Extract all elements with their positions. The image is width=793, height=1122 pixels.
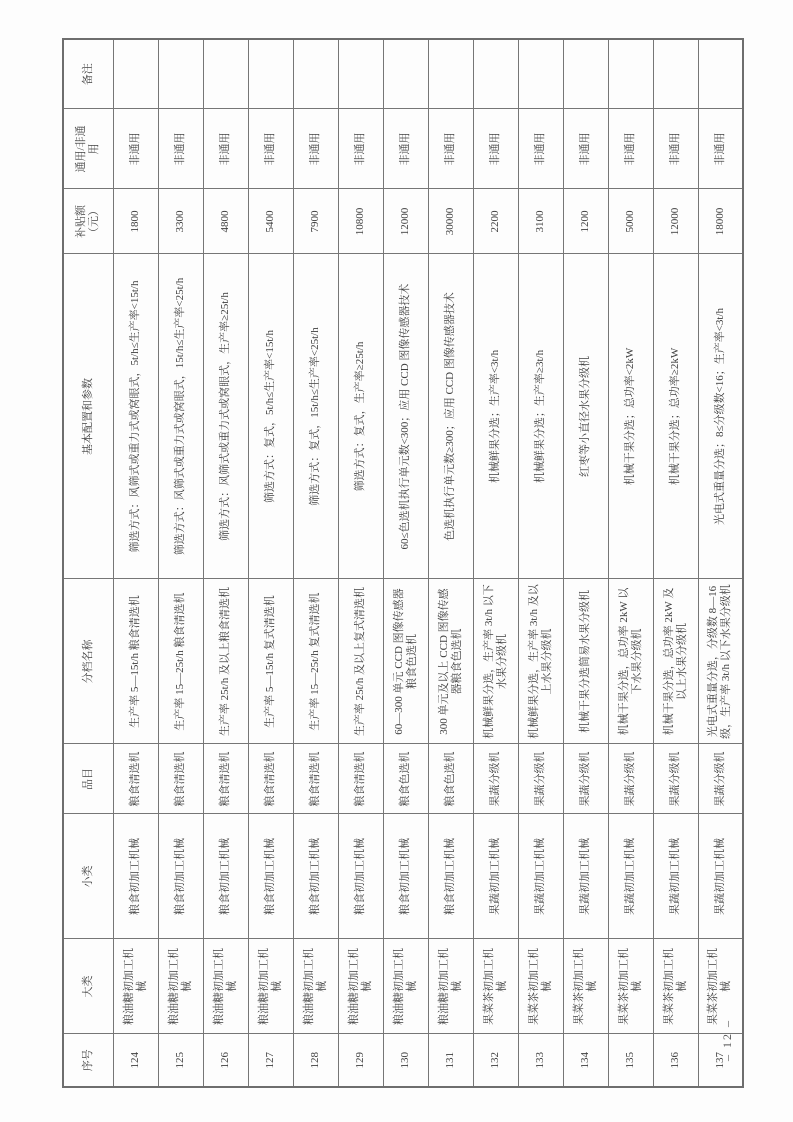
header-grade-label: 分档名称 xyxy=(81,639,94,684)
cell-grade: 光电式重量分选，分级数 8—16 级，生产率 3t/h 以下水果分级机 xyxy=(698,579,743,744)
cell-note xyxy=(338,39,383,109)
cell-note xyxy=(563,39,608,109)
cell-no: 125 xyxy=(158,1034,203,1087)
cell-general: 非通用 xyxy=(608,109,653,189)
cell-grade: 生产率 5—15t/h 复式清选机 xyxy=(248,579,293,744)
header-seq-label: 序号 xyxy=(81,1049,94,1072)
cell-category: 粮油糖初加工机械 xyxy=(293,939,338,1034)
header-subsidy-label: 补贴额（元） xyxy=(75,205,101,238)
cell-params: 筛选方式：风筛式或重力式或窝眼式，15t/h≤生产率<25t/h xyxy=(158,254,203,579)
cell-item: 粮食清选机 xyxy=(293,744,338,814)
cell-no: 133 xyxy=(518,1034,563,1087)
cell-subcategory: 粮食初加工机械 xyxy=(113,814,158,939)
cell-subcategory: 粮食初加工机械 xyxy=(158,814,203,939)
header-params xyxy=(63,254,113,579)
cell-params: 筛选方式：风筛式或重力式或窝眼式，生产率≥25t/h xyxy=(203,254,248,579)
cell-grade: 生产率 5—15t/h 粮食清选机 xyxy=(113,579,158,744)
cell-note xyxy=(608,39,653,109)
header-grade xyxy=(63,579,113,744)
header-general-label: 通用/非通用 xyxy=(75,125,101,173)
cell-category: 果菜茶初加工机械 xyxy=(473,939,518,1034)
cell-subsidy: 30000 xyxy=(428,189,473,254)
cell-params: 筛选方式：复式，5t/h≤生产率<15t/h xyxy=(248,254,293,579)
header-seq xyxy=(63,1034,113,1087)
cell-category: 果菜茶初加工机械 xyxy=(698,939,743,1034)
cell-category: 粮油糖初加工机械 xyxy=(203,939,248,1034)
table-row xyxy=(428,39,473,1087)
cell-subsidy: 2200 xyxy=(473,189,518,254)
cell-item: 果蔬分级机 xyxy=(518,744,563,814)
cell-subcategory: 粮食初加工机械 xyxy=(338,814,383,939)
cell-note xyxy=(158,39,203,109)
header-note xyxy=(63,39,113,109)
cell-note xyxy=(383,39,428,109)
cell-params: 机械干果分选；总功率<2kW xyxy=(608,254,653,579)
cell-general: 非通用 xyxy=(158,109,203,189)
cell-no: 129 xyxy=(338,1034,383,1087)
table-row xyxy=(653,39,698,1087)
cell-general: 非通用 xyxy=(248,109,293,189)
cell-grade: 300 单元及以上 CCD 图像传感器粮食色选机 xyxy=(428,579,473,744)
cell-note xyxy=(473,39,518,109)
cell-subcategory: 果蔬初加工机械 xyxy=(563,814,608,939)
header-params-label: 基本配置和参数 xyxy=(81,378,94,455)
cell-grade: 生产率 15—25t/h 粮食清选机 xyxy=(158,579,203,744)
cell-category: 果菜茶初加工机械 xyxy=(518,939,563,1034)
header-general xyxy=(63,109,113,189)
cell-grade: 生产率 25t/h 及以上复式清选机 xyxy=(338,579,383,744)
cell-note xyxy=(698,39,743,109)
table-row xyxy=(158,39,203,1087)
cell-category: 果菜茶初加工机械 xyxy=(608,939,653,1034)
cell-subcategory: 粮食初加工机械 xyxy=(428,814,473,939)
header-subsidy xyxy=(63,189,113,254)
cell-general: 非通用 xyxy=(338,109,383,189)
cell-no: 131 xyxy=(428,1034,473,1087)
cell-subcategory: 果蔬初加工机械 xyxy=(473,814,518,939)
cell-item: 果蔬分级机 xyxy=(473,744,518,814)
cell-note xyxy=(203,39,248,109)
cell-general: 非通用 xyxy=(518,109,563,189)
cell-category: 果菜茶初加工机械 xyxy=(653,939,698,1034)
cell-grade: 生产率 25t/h 及以上粮食清选机 xyxy=(203,579,248,744)
table-row xyxy=(293,39,338,1087)
cell-general: 非通用 xyxy=(293,109,338,189)
table-row xyxy=(563,39,608,1087)
cell-general: 非通用 xyxy=(428,109,473,189)
cell-no: 135 xyxy=(608,1034,653,1087)
header-item-label: 品目 xyxy=(81,768,94,790)
header-category xyxy=(63,939,113,1034)
cell-subcategory: 果蔬初加工机械 xyxy=(698,814,743,939)
page-number: – 12 – xyxy=(720,1019,734,1061)
cell-subsidy: 10800 xyxy=(338,189,383,254)
cell-grade: 生产率 15—25t/h 复式清选机 xyxy=(293,579,338,744)
cell-params: 光电式重量分选；8≤分级数<16；生产率<3t/h xyxy=(698,254,743,579)
cell-note xyxy=(248,39,293,109)
table-row xyxy=(113,39,158,1087)
cell-subcategory: 粮食初加工机械 xyxy=(383,814,428,939)
header-subcategory xyxy=(63,814,113,939)
cell-subsidy: 18000 xyxy=(698,189,743,254)
cell-category: 果菜茶初加工机械 xyxy=(563,939,608,1034)
cell-no: 126 xyxy=(203,1034,248,1087)
cell-item: 粮食清选机 xyxy=(158,744,203,814)
cell-item: 粮食清选机 xyxy=(203,744,248,814)
cell-item: 粮食清选机 xyxy=(248,744,293,814)
table-row xyxy=(203,39,248,1087)
cell-params: 筛选方式：复式，生产率≥25t/h xyxy=(338,254,383,579)
cell-subsidy: 1200 xyxy=(563,189,608,254)
cell-general: 非通用 xyxy=(698,109,743,189)
cell-general: 非通用 xyxy=(383,109,428,189)
cell-item: 果蔬分级机 xyxy=(608,744,653,814)
cell-subcategory: 粮食初加工机械 xyxy=(293,814,338,939)
cell-note xyxy=(653,39,698,109)
cell-grade: 机械干果分选简易水果分级机 xyxy=(563,579,608,744)
table-row xyxy=(338,39,383,1087)
subsidy-table xyxy=(62,38,744,1088)
cell-item: 果蔬分级机 xyxy=(653,744,698,814)
cell-subsidy: 5400 xyxy=(248,189,293,254)
cell-no: 124 xyxy=(113,1034,158,1087)
cell-grade: 机械鲜果分选，生产率 3t/h 以下水果分级机 xyxy=(473,579,518,744)
header-category-label: 大类 xyxy=(81,975,94,998)
cell-general: 非通用 xyxy=(203,109,248,189)
cell-no: 136 xyxy=(653,1034,698,1087)
table-row xyxy=(473,39,518,1087)
cell-no: 134 xyxy=(563,1034,608,1087)
cell-params: 红枣等小直径水果分级机 xyxy=(563,254,608,579)
cell-subcategory: 粮食初加工机械 xyxy=(248,814,293,939)
cell-note xyxy=(113,39,158,109)
cell-subsidy: 5000 xyxy=(608,189,653,254)
cell-params: 筛选方式：复式，15t/h≤生产率<25t/h xyxy=(293,254,338,579)
cell-subsidy: 12000 xyxy=(653,189,698,254)
table-row xyxy=(608,39,653,1087)
cell-params: 60≤色选机执行单元数<300；应用 CCD 图像传感器技术 xyxy=(383,254,428,579)
cell-category: 粮油糖初加工机械 xyxy=(113,939,158,1034)
cell-subcategory: 果蔬初加工机械 xyxy=(608,814,653,939)
cell-note xyxy=(293,39,338,109)
cell-subsidy: 4800 xyxy=(203,189,248,254)
cell-item: 粮食清选机 xyxy=(338,744,383,814)
cell-general: 非通用 xyxy=(653,109,698,189)
cell-category: 粮油糖初加工机械 xyxy=(158,939,203,1034)
cell-no: 137 xyxy=(698,1034,743,1087)
table-row xyxy=(698,39,743,1087)
cell-no: 128 xyxy=(293,1034,338,1087)
table-row xyxy=(518,39,563,1087)
cell-subsidy: 12000 xyxy=(383,189,428,254)
cell-grade: 机械鲜果分选，生产率 3t/h 及以上水果分级机 xyxy=(518,579,563,744)
table-row xyxy=(383,39,428,1087)
cell-item: 果蔬分级机 xyxy=(563,744,608,814)
cell-subsidy: 7900 xyxy=(293,189,338,254)
cell-subcategory: 果蔬初加工机械 xyxy=(518,814,563,939)
cell-item: 果蔬分级机 xyxy=(698,744,743,814)
cell-params: 机械鲜果分选；生产率<3t/h xyxy=(473,254,518,579)
cell-params: 筛选方式：风筛式或重力式或窝眼式，5t/h≤生产率<15t/h xyxy=(113,254,158,579)
cell-no: 130 xyxy=(383,1034,428,1087)
cell-subcategory: 果蔬初加工机械 xyxy=(653,814,698,939)
cell-category: 粮油糖初加工机械 xyxy=(248,939,293,1034)
table-row xyxy=(248,39,293,1087)
cell-subsidy: 3100 xyxy=(518,189,563,254)
cell-subsidy: 1800 xyxy=(113,189,158,254)
cell-item: 粮食色选机 xyxy=(428,744,473,814)
cell-params: 机械鲜果分选；生产率≥3t/h xyxy=(518,254,563,579)
table-header-row xyxy=(63,39,113,1087)
cell-category: 粮油糖初加工机械 xyxy=(428,939,473,1034)
cell-note xyxy=(428,39,473,109)
cell-general: 非通用 xyxy=(473,109,518,189)
cell-subcategory: 粮食初加工机械 xyxy=(203,814,248,939)
header-note-label: 备注 xyxy=(81,63,94,86)
cell-general: 非通用 xyxy=(563,109,608,189)
cell-params: 色选机执行单元数≥300；应用 CCD 图像传感器技术 xyxy=(428,254,473,579)
header-subcategory-label: 小类 xyxy=(81,865,94,888)
cell-category: 粮油糖初加工机械 xyxy=(383,939,428,1034)
cell-grade: 机械干果分选，总功率 2kW 及以上水果分级机 xyxy=(653,579,698,744)
cell-item: 粮食色选机 xyxy=(383,744,428,814)
cell-grade: 60—300 单元 CCD 图像传感器粮食色选机 xyxy=(383,579,428,744)
cell-general: 非通用 xyxy=(113,109,158,189)
cell-item: 粮食清选机 xyxy=(113,744,158,814)
cell-no: 132 xyxy=(473,1034,518,1087)
rotated-table-container xyxy=(62,40,742,1088)
cell-grade: 机械干果分选，总功率 2kW 以下水果分级机 xyxy=(608,579,653,744)
cell-category: 粮油糖初加工机械 xyxy=(338,939,383,1034)
cell-subsidy: 3300 xyxy=(158,189,203,254)
header-item xyxy=(63,744,113,814)
cell-note xyxy=(518,39,563,109)
cell-no: 127 xyxy=(248,1034,293,1087)
cell-params: 机械干果分选；总功率≥2kW xyxy=(653,254,698,579)
